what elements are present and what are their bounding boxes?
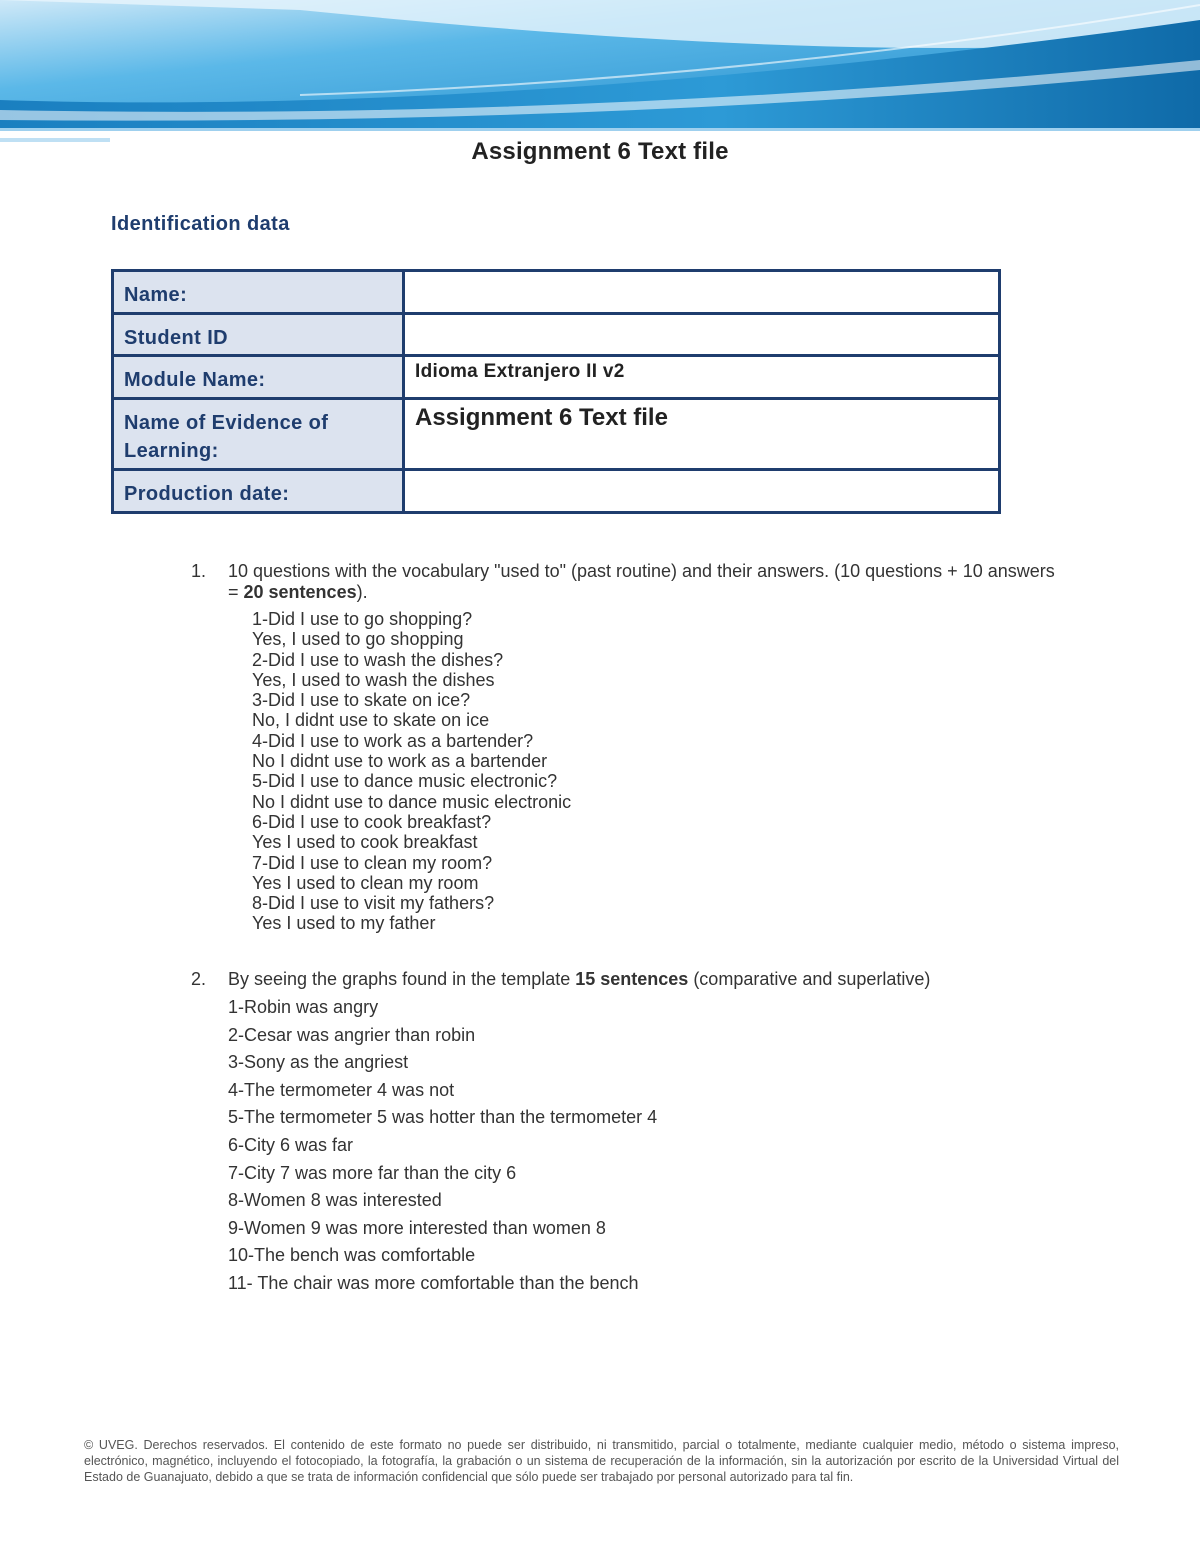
question-2-number: 2. [191,969,207,989]
list-item: 8-Women 8 was interested [228,1190,442,1211]
list-item: Yes I used to cook breakfast [252,832,478,853]
student-id-label: Student ID [113,314,404,356]
question-1-answers [252,609,571,934]
table-row [113,470,1000,513]
list-item: 6-City 6 was far [228,1134,354,1155]
module-name-field[interactable] [404,356,1000,399]
list-item: 3-Did I use to skate on ice? [252,690,471,711]
list-item: 5-The termometer 5 was hotter than the termometer 4 [228,1107,658,1128]
question-1-prompt: 10 questions with the vocabulary "used to" (past routine) and their answers. (10 questions + 10 answers = 20 sentences). [228,561,1055,602]
list-item: Yes I used to clean my room [252,872,479,893]
list-item: 4-The termometer 4 was not [228,1079,455,1100]
list-item: No I didnt use to dance music electronic [252,791,572,812]
list-item: 10-The bench was comfortable [228,1245,476,1266]
list-item: 1-Did I use to go shopping? [252,609,473,629]
evidence-name-field[interactable] [404,399,1000,470]
list-item: No I didnt use to work as a bartender [252,751,548,772]
question-2-prompt: By seeing the graphs found in the template 15 sentences (comparative and superlative) [228,969,931,989]
module-name-label: Module Name: [113,356,404,399]
question-2 [191,969,1061,990]
document-title: Assignment 6 Text file [471,138,729,165]
student-id-field[interactable] [404,314,1000,356]
question-2-answers [228,994,657,1298]
module-name-value: Idioma Extranjero II v2 [415,361,625,382]
list-item: 3-Sony as the angriest [228,1052,409,1073]
evidence-name-label: Name of Evidence of Learning: [113,399,404,470]
list-item: 11- The chair was more comfortable than the bench [228,1272,639,1293]
copyright-footer: © UVEG. Derechos reservados. El contenido de este formato no puede ser distribuido, ni transmitido, parcial o totalmente, mediante cualquier medio, método o sistema impreso, electrónico, magnético, incluyendo el fotocopiado, la fotografía, la grabación o un sistema de recuperación de la información, sin la autorización por escrito de la Universidad Virtual del Estado de Guanajuato, debido a que se trata de información confidencial que sólo puede ser trabajado por personal autorizado para tal fin. [84,1438,1119,1484]
identification-table [111,269,1001,514]
production-date-label: Production date: [113,470,404,513]
section-heading: Identification data [111,213,290,235]
list-item: 5-Did I use to dance music electronic? [252,771,558,792]
list-item: 8-Did I use to visit my fathers? [252,893,495,914]
list-item: Yes, I used to wash the dishes [252,669,495,690]
list-item: 1-Robin was angry [228,997,379,1017]
table-row [113,356,1000,399]
name-label: Name: [113,271,404,314]
list-item: 2-Cesar was angrier than robin [228,1024,476,1045]
production-date-field[interactable] [404,470,1000,513]
table-row [113,399,1000,470]
list-item: 7-City 7 was more far than the city 6 [228,1162,517,1183]
table-row [113,271,1000,314]
list-item: 6-Did I use to cook breakfast? [252,811,492,832]
list-item: Yes I used to my father [252,913,436,934]
table-row [113,314,1000,356]
header-banner [0,0,1200,145]
list-item: 9-Women 9 was more interested than women 8 [228,1217,606,1238]
name-field[interactable] [404,271,1000,314]
evidence-name-value: Assignment 6 Text file [415,404,668,431]
question-1 [191,561,1061,603]
list-item: 7-Did I use to clean my room? [252,852,493,873]
list-item: Yes, I used to go shopping [252,629,464,650]
list-item: 2-Did I use to wash the dishes? [252,649,504,670]
list-item: No, I didnt use to skate on ice [252,710,490,731]
question-1-number: 1. [191,561,207,581]
list-item: 4-Did I use to work as a bartender? [252,730,534,751]
